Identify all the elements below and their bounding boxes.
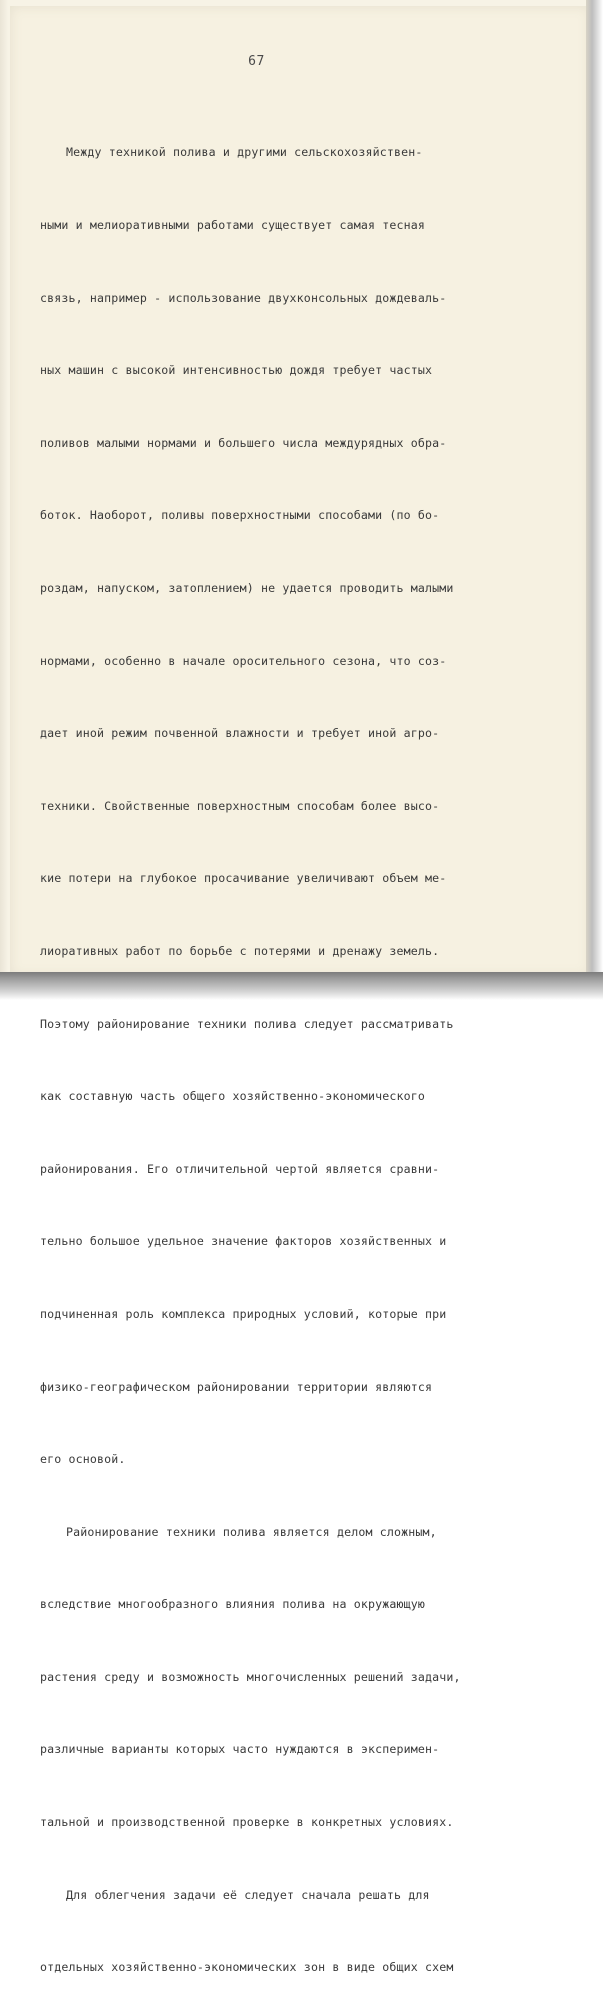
text-line: растения среду и возможность многочисленных решений задачи,	[40, 1669, 461, 1684]
text-line: как составную часть общего хозяйственно-экономического	[40, 1089, 426, 1104]
text-line: дает иной режим почвенной влажности и требует иной агро-	[40, 726, 440, 741]
text-line: тальной и производственной проверке в конкретных условиях.	[40, 1815, 454, 1830]
text-line: ными и мелиоративными работами существует самая тесная	[40, 218, 426, 232]
text-line: нормами, особенно в начале оросительного сезона, что соз-	[40, 653, 447, 668]
text-line: отдельных хозяйственно-экономических зон в виде общих схем	[40, 1960, 454, 1975]
body-text	[40, 92, 500, 2000]
page-number: 67	[248, 54, 265, 69]
text-line: вследствие многообразного влияния полива на окружающую	[40, 1597, 426, 1612]
text-line: Для облегчения задачи её следует сначала решать для	[66, 1887, 430, 1902]
text-line: ных машин с высокой интенсивностью дождя требует частых	[40, 363, 433, 378]
text-line: техники. Свойственные поверхностным способам более высо-	[40, 798, 440, 813]
text-line: Районирование техники полива является делом сложным,	[66, 1524, 437, 1539]
text-line: лиоративных работ по борьбе с потерями и дренажу земель.	[40, 943, 440, 958]
text-line: районирования. Его отличительной чертой является сравни-	[40, 1161, 440, 1176]
page-edge-shadow	[586, 0, 603, 980]
text-line: подчиненная роль комплекса природных условий, которые при	[40, 1306, 447, 1321]
text-line: его основой.	[40, 1452, 126, 1467]
text-line: физико-географическом районировании территории являются	[40, 1379, 433, 1394]
text-line: различные варианты которых часто нуждаются в эксперимен-	[40, 1742, 440, 1757]
text-line: Поэтому районирование техники полива следует рассматривать	[40, 1016, 454, 1031]
text-line: боток. Наоборот, поливы поверхностными способами (по бо-	[40, 508, 440, 523]
text-line: роздам, напуском, затоплением) не удается проводить малыми	[40, 580, 454, 595]
text-line: связь, например - использование двухконсольных дождеваль-	[40, 290, 447, 305]
text-line: тельно большое удельное значение факторов хозяйственных и	[40, 1234, 447, 1249]
text-line: Между техникой полива и другими сельскохозяйствен-	[66, 145, 423, 160]
text-line: поливов малыми нормами и большего числа междурядных обра-	[40, 435, 447, 450]
text-line: кие потери на глубокое просачивание увеличивают объем ме-	[40, 871, 447, 886]
